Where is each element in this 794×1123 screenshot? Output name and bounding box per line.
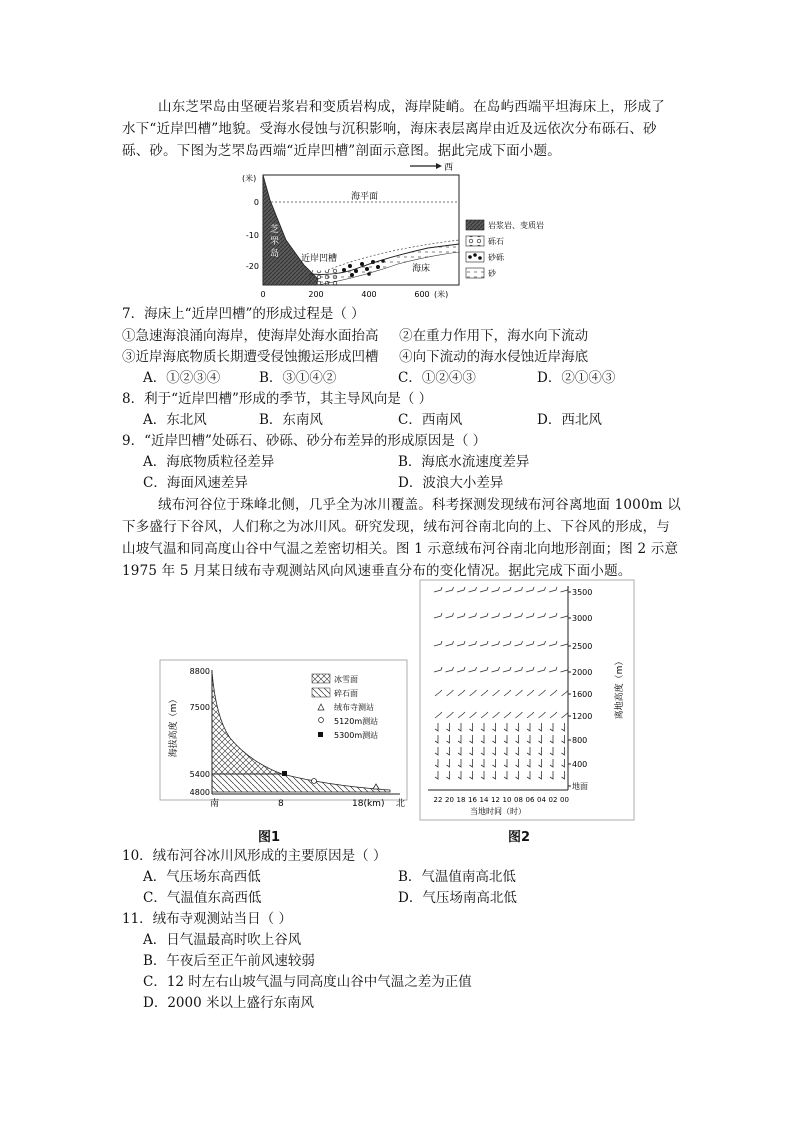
legend-label: 5300m测站 <box>334 731 379 740</box>
y-unit-label: (米) <box>242 174 257 183</box>
x-tick: 16 <box>468 796 477 804</box>
wind-profile-figure <box>418 578 638 822</box>
x-tick: 0 <box>260 290 266 299</box>
seabed-profile-figure <box>228 160 548 306</box>
x-tick: 18 <box>456 796 466 804</box>
y-tick: 2500 <box>572 642 593 651</box>
x-tick: 02 <box>548 796 558 804</box>
statement-item: ③近岸海底物质长期遭受侵蚀搬运形成凹槽 <box>122 349 379 365</box>
y-tick: 4800 <box>189 788 210 797</box>
legend-label: 砂 <box>488 269 496 278</box>
option-c[interactable]: C．西南风 <box>398 412 463 428</box>
x-tick: 12 <box>491 796 500 804</box>
x-axis-label: 当地时间（时） <box>470 807 526 816</box>
x-tick: 20 <box>445 796 454 804</box>
question-9-stem: 9．“近岸凹槽”处砾石、砂砾、砂分布差异的形成原因是（ ） <box>122 433 487 449</box>
passage-2-line: 山坡气温和同高度山谷中气温之差密切相关。图 1 示意绒布河谷南北向地形剖面；图 2 示意 <box>122 541 679 557</box>
station-5300m <box>282 771 287 776</box>
y-tick: 7500 <box>189 703 210 712</box>
x-tick: 22 <box>433 796 443 804</box>
figure-2-caption: 图2 <box>508 830 531 845</box>
figure-1-caption: 图1 <box>258 830 281 845</box>
y-tick: 8800 <box>189 667 210 676</box>
option-a[interactable]: A．气压场东高西低 <box>143 869 261 885</box>
y-axis-label: 离地高度（m） <box>615 656 625 720</box>
option-d[interactable]: D．②①④③ <box>537 370 616 386</box>
option-b[interactable]: B．气温值南高北低 <box>398 869 516 885</box>
question-7-stem: 7．海床上“近岸凹槽”的形成过程是（ ） <box>122 306 365 322</box>
legend-label: 碎石面 <box>334 689 358 698</box>
x-label-mid: 8 <box>278 799 284 809</box>
y-tick: 0 <box>253 198 259 207</box>
option-c[interactable]: C．①②④③ <box>398 370 476 386</box>
question-8-stem: 8．利于“近岸凹槽”形成的季节，其主导风向是（ ） <box>122 391 433 407</box>
x-tick: 600 <box>414 290 430 299</box>
station-5120m <box>312 779 317 784</box>
x-tick: 04 <box>537 796 546 804</box>
option-d[interactable]: D．2000 米以上盛行东南风 <box>143 995 314 1011</box>
legend-label: 砂砾 <box>488 253 504 262</box>
option-b[interactable]: B．午夜后至正午前风速较弱 <box>143 953 315 969</box>
statement-item: ②在重力作用下，海水向下流动 <box>399 328 589 344</box>
option-c[interactable]: C．海面风速差异 <box>143 475 248 491</box>
groove-label: 近岸凹槽 <box>301 254 338 264</box>
y-tick: 地面 <box>572 782 588 791</box>
x-unit-label: (米) <box>434 290 449 299</box>
y-tick: 3000 <box>572 614 593 623</box>
option-d[interactable]: D．西北风 <box>537 412 602 428</box>
island-label-char: 岛 <box>270 249 280 259</box>
option-a[interactable]: A．日气温最高时吹上谷风 <box>143 932 302 948</box>
legend-label: 砾石 <box>488 237 504 246</box>
valley-profile-figure <box>150 658 412 820</box>
question-7-statement <box>122 326 588 347</box>
y-tick: -10 <box>245 231 259 240</box>
option-d[interactable]: D．波浪大小差异 <box>398 475 504 491</box>
x-label-south: 南 <box>210 799 220 809</box>
question-11-stem: 11．绒布寺观测站当日（ ） <box>122 911 292 927</box>
passage-1-line: 砾、砂。下图为芝罘岛西端“近岸凹槽”剖面示意图。据此完成下面小题。 <box>122 143 561 159</box>
legend-label: 5120m测站 <box>334 717 379 726</box>
passage-2-line: 1975 年 5 月某日绒布寺观测站风向风速垂直分布的变化情况。据此完成下面小题。 <box>122 563 632 579</box>
sea-level-label: 海平面 <box>351 192 379 202</box>
y-tick: 2000 <box>572 668 593 677</box>
x-label-north: 北 <box>396 799 406 809</box>
legend-label: 绒布寺测站 <box>334 703 374 712</box>
seabed-label: 海床 <box>412 264 431 274</box>
y-axis-label: 海拔高度（m） <box>169 694 179 758</box>
option-a[interactable]: A．①②③④ <box>143 370 221 386</box>
island-label-char: 芝 <box>270 225 280 235</box>
passage-2-line: 下多盛行下谷风，人们称之为冰川风。研究发现，绒布河谷南北向的上、下谷风的形成，与 <box>122 519 670 535</box>
y-tick: 5400 <box>189 770 210 779</box>
passage-1-line: 山东芝罘岛由坚硬岩浆岩和变质岩构成，海岸陡峭。在岛屿西端平坦海床上，形成了 <box>158 99 665 115</box>
option-b[interactable]: B．海底水流速度差异 <box>398 454 530 470</box>
legend <box>466 220 544 278</box>
option-a[interactable]: A．东北风 <box>143 412 207 428</box>
direction-label: 西 <box>444 163 454 173</box>
x-tick: 200 <box>308 290 324 299</box>
y-tick: 3500 <box>572 588 593 597</box>
option-a[interactable]: A．海底物质粒径差异 <box>143 454 275 470</box>
passage-2-line: 绒布河谷位于珠峰北侧，几乎全为冰川覆盖。科考探测发现绒布河谷离地面 1000m 以 <box>158 497 681 513</box>
legend-label: 冰雪面 <box>334 675 358 684</box>
option-c[interactable]: C．12 时左右山坡气温与同高度山谷中气温之差为正值 <box>143 974 472 990</box>
option-c[interactable]: C．气温值东高西低 <box>143 890 262 906</box>
x-tick: 10 <box>502 796 512 804</box>
option-b[interactable]: B．③①④② <box>259 370 337 386</box>
passage-1 <box>122 96 682 162</box>
statement-item: ④向下流动的海水侵蚀近岸海底 <box>399 349 589 365</box>
option-d[interactable]: D．气压场南高北低 <box>398 890 517 906</box>
y-tick: 1600 <box>572 690 593 699</box>
y-tick: 400 <box>572 760 588 769</box>
legend-label: 岩浆岩、变质岩 <box>488 221 544 230</box>
x-label-end: 18(km) <box>352 799 385 809</box>
x-tick: 400 <box>361 290 377 299</box>
passage-2 <box>122 494 682 582</box>
x-tick: 06 <box>525 796 535 804</box>
question-7-statement <box>122 347 588 368</box>
island-label-char: 罘 <box>270 237 280 247</box>
y-tick: -20 <box>245 262 259 271</box>
y-tick: 800 <box>572 736 588 745</box>
x-tick: 00 <box>560 796 569 804</box>
x-tick: 08 <box>514 796 523 804</box>
option-b[interactable]: B．东南风 <box>259 412 323 428</box>
question-10-stem: 10．绒布河谷冰川风形成的主要原因是（ ） <box>122 848 387 864</box>
x-tick: 14 <box>479 796 489 804</box>
y-tick: 1200 <box>572 712 593 721</box>
statement-item: ①急速海浪涌向海岸，使海岸处海水面抬高 <box>122 328 379 344</box>
passage-1-line: 水下“近岸凹槽”地貌。受海水侵蚀与沉积影响，海床表层离岸由近及远依次分布砾石、砂 <box>122 121 657 137</box>
